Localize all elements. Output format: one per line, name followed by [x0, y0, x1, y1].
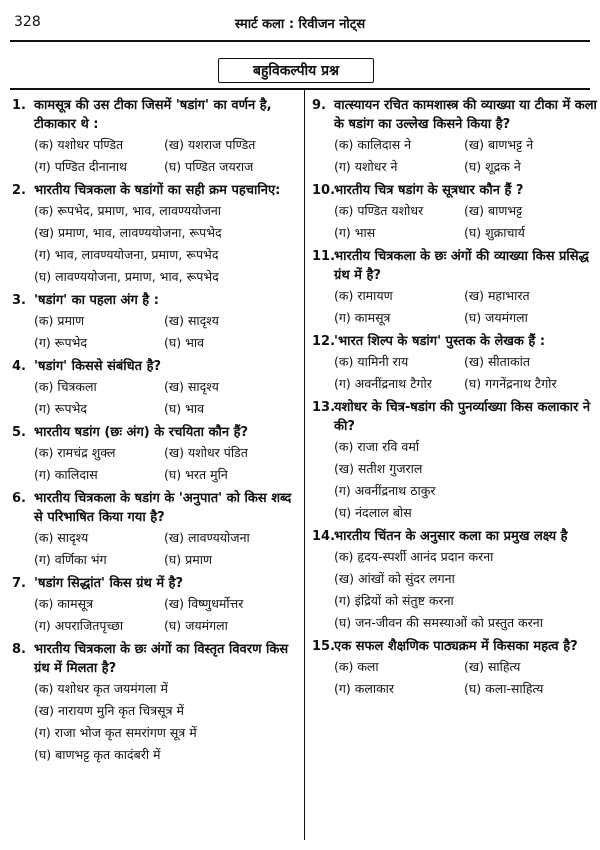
option: (क) कामसूत्र: [34, 596, 93, 611]
option: (घ) जन-जीवन की समस्याओं को प्रस्तुत करना: [334, 615, 543, 630]
option-row: [34, 593, 304, 615]
question-line: [12, 640, 304, 678]
section-title: बहुविकल्पीय प्रश्न: [218, 58, 374, 83]
question-text: 'षडांग सिद्धांत' किस ग्रंथ में है?: [34, 576, 184, 591]
option: (घ) शूद्रक ने: [464, 159, 521, 174]
option-row: [34, 700, 304, 722]
option: (घ) कला-साहित्य: [464, 681, 544, 696]
option-row: [34, 549, 304, 571]
option-row: [334, 285, 600, 307]
option: (घ) जयमंगला: [464, 310, 528, 325]
option-row: [334, 678, 600, 700]
option: (ख) सीताकांत: [464, 354, 530, 369]
option: (घ) प्रमाण: [164, 552, 212, 567]
question-number: 10.: [312, 183, 336, 198]
question-text: 'भारत शिल्प के षडांग' पुस्तक के लेखक हैं :: [334, 334, 546, 349]
option-row: [334, 546, 600, 568]
option: (घ) भाव: [164, 335, 205, 350]
option: (ख) यशोधर पंडित: [164, 445, 248, 460]
option: (ग) भास: [334, 225, 376, 240]
option: (घ) लावण्ययोजना, प्रमाण, भाव, रूपभेद: [34, 269, 219, 284]
option: (ग) पण्डित दीनानाथ: [34, 159, 128, 174]
option: (ग) कामसूत्र: [334, 310, 391, 325]
question-number: 13.: [312, 400, 336, 415]
question-number: 7.: [12, 576, 26, 591]
question: [12, 357, 304, 420]
question-text: कामसूत्र की उस टीका जिसमें 'षडांग' का वर्णन है, टीकाकार थे :: [34, 98, 272, 132]
option: (ख) आंखों को सुंदर लगना: [334, 571, 455, 586]
option: (ख) यशराज पण्डित: [164, 137, 256, 152]
page-number: 328: [14, 14, 41, 30]
option: (क) कला: [334, 659, 379, 674]
question-line: [12, 291, 304, 310]
options: [312, 134, 600, 178]
option-row: [334, 436, 600, 458]
option: (ग) अपराजितपृच्छा: [34, 618, 124, 633]
option-row: [334, 590, 600, 612]
question-line: [312, 181, 600, 200]
question-line: [312, 527, 600, 546]
option-row: [334, 156, 600, 178]
question: [12, 489, 304, 571]
question-text: एक सफल शैक्षणिक पाठ्यक्रम में किसका महत्व है?: [334, 639, 578, 654]
question-line: [12, 181, 304, 200]
question-number: 14.: [312, 529, 336, 544]
option: (क) रामायण: [334, 288, 393, 303]
question-line: [12, 574, 304, 593]
options: [12, 376, 304, 420]
question-line: [312, 637, 600, 656]
option-row: [334, 200, 600, 222]
question: [312, 96, 600, 178]
option-row: [34, 442, 304, 464]
option: (क) राजा रवि वर्मा: [334, 439, 420, 454]
option-row: [334, 134, 600, 156]
options: [312, 436, 600, 524]
options: [12, 200, 304, 288]
question: [12, 423, 304, 486]
option-row: [34, 134, 304, 156]
option: (क) रामचंद्र शुक्ल: [34, 445, 116, 460]
option: (ग) यशोधर ने: [334, 159, 398, 174]
option: (घ) बाणभट्ट कृत कादंबरी में: [34, 747, 161, 762]
options: [12, 442, 304, 486]
question-number: 2.: [12, 183, 26, 198]
option: (ग) राजा भोज कृत समरांगण सूत्र में: [34, 725, 197, 740]
question-number: 6.: [12, 491, 26, 506]
page-header: [10, 14, 590, 36]
option-row: [34, 615, 304, 637]
options: [312, 285, 600, 329]
question-number: 5.: [12, 425, 26, 440]
option: (क) हृदय-स्पर्शी आनंद प्रदान करना: [334, 549, 494, 564]
option-row: [334, 612, 600, 634]
option-row: [334, 373, 600, 395]
question-text: 'षडांग' किससे संबंधित है?: [34, 359, 162, 374]
header-rule: [10, 40, 590, 42]
right-column: [312, 96, 600, 703]
option-row: [334, 502, 600, 524]
option: (घ) जयमंगला: [164, 618, 228, 633]
option: (क) प्रमाण: [34, 313, 85, 328]
options: [12, 527, 304, 571]
option-row: [34, 200, 304, 222]
option: (ख) विष्णुधर्मोत्तर: [164, 596, 244, 611]
option: (घ) भाव: [164, 401, 205, 416]
question: [12, 640, 304, 766]
question: [312, 181, 600, 244]
left-column: [12, 96, 304, 769]
option: (ख) सादृश्य: [164, 313, 219, 328]
question-line: [12, 357, 304, 376]
question: [12, 291, 304, 354]
option-row: [34, 332, 304, 354]
option: (ग) अवनींद्रनाथ टैगोर: [334, 376, 432, 391]
option: (क) कालिदास ने: [334, 137, 412, 152]
option: (क) यशोधर पण्डित: [34, 137, 124, 152]
option: (घ) नंदलाल बोस: [334, 505, 412, 520]
option: (ख) लावण्ययोजना: [164, 530, 250, 545]
option: (ख) साहित्य: [464, 659, 521, 674]
option-row: [34, 222, 304, 244]
question-text: भारतीय चित्रकला के षडांग के 'अनुपात' को किस शब्द से परिभाषित किया गया है?: [34, 491, 292, 525]
option: (क) यशोधर कृत जयमंगला में: [34, 681, 168, 696]
option: (क) चित्रकला: [34, 379, 97, 394]
option: (क) यामिनी राय: [334, 354, 409, 369]
option: (क) रूपभेद, प्रमाण, भाव, लावण्ययोजना: [34, 203, 222, 218]
option: (ख) सतीश गुजराल: [334, 461, 423, 476]
option-row: [334, 351, 600, 373]
option-row: [34, 464, 304, 486]
options: [12, 134, 304, 178]
option-row: [334, 458, 600, 480]
question-line: [12, 489, 304, 527]
question-line: [12, 96, 304, 134]
question-number: 4.: [12, 359, 26, 374]
question-text: 'षडांग' का पहला अंग है :: [34, 293, 159, 308]
option: (ख) प्रमाण, भाव, लावण्ययोजना, रूपभेद: [34, 225, 222, 240]
option: (ख) नारायण मुनि कृत चित्रसूत्र में: [34, 703, 184, 718]
option: (घ) शुक्राचार्य: [464, 225, 525, 240]
option-row: [34, 376, 304, 398]
question-number: 3.: [12, 293, 26, 308]
option-row: [34, 310, 304, 332]
question-number: 15.: [312, 639, 336, 654]
option-row: [34, 398, 304, 420]
options: [12, 593, 304, 637]
question-text: भारतीय चित्रकला के षडांगों का सही क्रम पहचानिए:: [34, 183, 281, 198]
column-divider: [304, 88, 305, 840]
option-row: [34, 678, 304, 700]
question-text: वात्स्यायन रचित कामशास्त्र की व्याख्या या टीका में कला के षडांग का उल्लेख किसने किया है?: [334, 98, 597, 132]
question: [312, 398, 600, 524]
option: (क) सादृश्य: [34, 530, 89, 545]
options: [312, 351, 600, 395]
option-row: [34, 244, 304, 266]
question-text: भारतीय चित्रकला के छः अंगों की व्याख्या किस प्रसिद्ध ग्रंथ में है?: [334, 249, 589, 283]
question-text: भारतीय षडांग (छः अंग) के रचयिता कौन हैं?: [34, 425, 249, 440]
question-line: [312, 247, 600, 285]
option-row: [334, 480, 600, 502]
option-row: [34, 156, 304, 178]
question: [312, 332, 600, 395]
question-number: 11.: [312, 249, 336, 264]
options: [312, 656, 600, 700]
option-row: [334, 568, 600, 590]
question: [12, 181, 304, 288]
option-row: [34, 722, 304, 744]
option-row: [34, 744, 304, 766]
question: [312, 247, 600, 329]
option: (ग) रूपभेद: [34, 401, 88, 416]
question-line: [312, 96, 600, 134]
option-row: [34, 266, 304, 288]
question-line: [312, 398, 600, 436]
options: [312, 200, 600, 244]
question: [12, 574, 304, 637]
options: [12, 310, 304, 354]
option: (ग) भाव, लावण्ययोजना, प्रमाण, रूपभेद: [34, 247, 219, 262]
question-line: [312, 332, 600, 351]
option: (घ) पण्डित जयराज: [164, 159, 254, 174]
question-number: 12.: [312, 334, 336, 349]
question: [312, 527, 600, 634]
question-text: भारतीय चित्र षडांग के सूत्रधार कौन हैं ?: [334, 183, 524, 198]
question-number: 1.: [12, 98, 26, 113]
question: [312, 637, 600, 700]
option-row: [334, 222, 600, 244]
question-text: भारतीय चित्रकला के छः अंगों का विस्तृत विवरण किस ग्रंथ में मिलता है?: [34, 642, 289, 676]
question-line: [12, 423, 304, 442]
question-number: 9.: [312, 98, 326, 113]
option: (ख) महाभारत: [464, 288, 530, 303]
option-row: [34, 527, 304, 549]
question: [12, 96, 304, 178]
running-title: स्मार्ट कला : रिवीजन नोट्स: [234, 17, 366, 32]
option: (ख) बाणभट्ट ने: [464, 137, 534, 152]
question-number: 8.: [12, 642, 26, 657]
question-text: यशोधर के चित्र-षडांग की पुनर्व्याख्या किस कलाकार ने की?: [334, 400, 591, 434]
option: (ग) इंद्रियों को संतुष्ट करना: [334, 593, 454, 608]
option: (घ) भरत मुनि: [164, 467, 228, 482]
option: (क) पण्डित यशोधर: [334, 203, 424, 218]
options: [12, 678, 304, 766]
option: (ग) वर्णिका भंग: [34, 552, 107, 567]
question-text: भारतीय चिंतन के अनुसार कला का प्रमुख लक्ष्य है: [334, 529, 568, 544]
option-row: [334, 307, 600, 329]
option-row: [334, 656, 600, 678]
options: [312, 546, 600, 634]
section-rule: [10, 88, 590, 90]
option: (घ) गगनेंद्रनाथ टैगोर: [464, 376, 557, 391]
option: (ग) अवनींद्रनाथ ठाकुर: [334, 483, 436, 498]
option: (ग) कालिदास: [34, 467, 98, 482]
option: (ख) सादृश्य: [164, 379, 219, 394]
option: (ग) कलाकार: [334, 681, 395, 696]
option: (ग) रूपभेद: [34, 335, 88, 350]
option: (ख) बाणभट्ट: [464, 203, 523, 218]
